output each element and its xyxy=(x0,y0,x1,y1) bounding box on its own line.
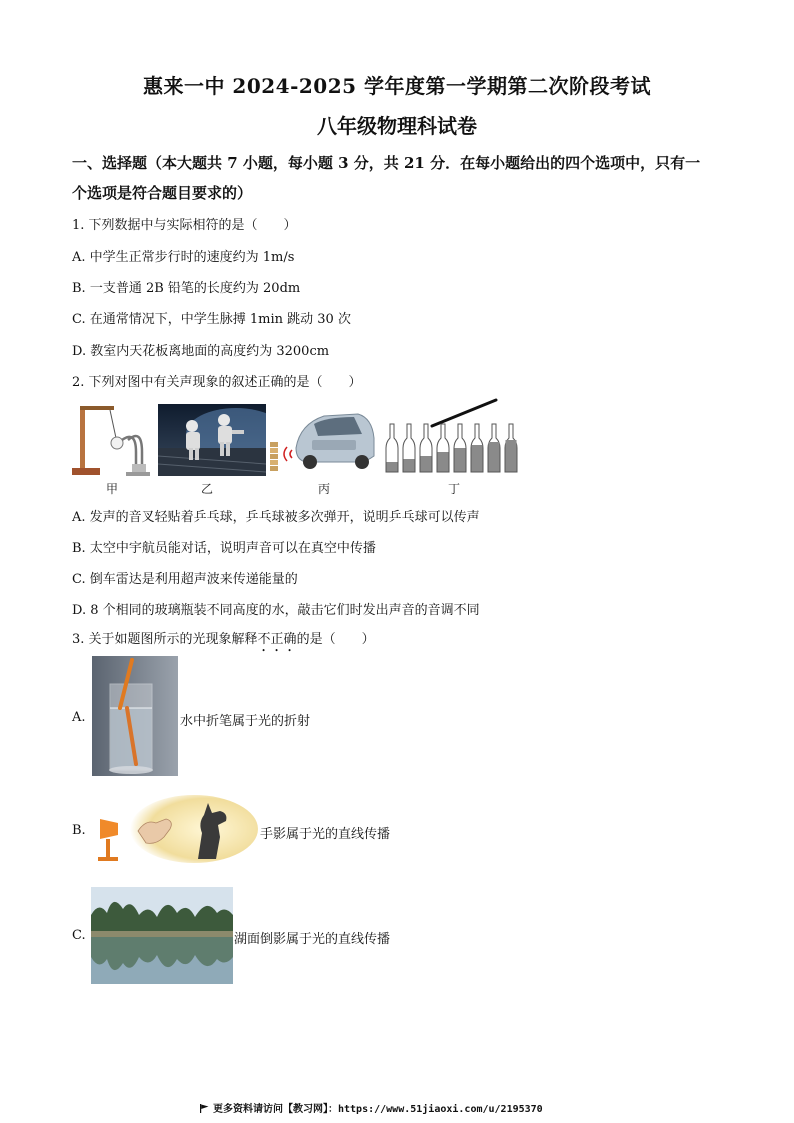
q3-stem xyxy=(72,628,375,655)
q3-stem-pre: 3. 关于如题图所示的光现象解释 xyxy=(72,632,258,647)
figure-caption-bing: 丙 xyxy=(318,482,331,496)
q1-option-a: A. 中学生正常步行时的速度约为 1m/s xyxy=(72,250,295,265)
q2-option-a: A. 发声的音叉轻贴着乒乓球，乒乓球被多次弹开，说明乒乓球可以传声 xyxy=(72,510,480,525)
footer-text: 更多资料请访问【教习网】：https://www.51jiaoxi.com/u/2195370 xyxy=(213,1104,543,1115)
figure-glass-bottles xyxy=(384,396,528,476)
q3-stem-post: 的是（ ） xyxy=(296,632,375,647)
section-heading xyxy=(72,148,732,208)
q2-option-b: B. 太空中宇航员能对话，说明声音可以在真空中传播 xyxy=(72,541,376,556)
figure-tuning-fork xyxy=(70,400,150,478)
q2-option-d: D. 8 个相同的玻璃瓶装不同高度的水，敲击它们时发出声音的音调不同 xyxy=(72,603,480,618)
q3-stem-emphasis: 不正确 xyxy=(257,632,297,647)
q1-option-c: C. 在通常情况下，中学生脉搏 1min 跳动 30 次 xyxy=(72,312,351,327)
exam-title: 惠来一中 2024-2025 学年度第一学期第二次阶段考试 xyxy=(142,74,652,98)
figure-caption-jia: 甲 xyxy=(106,482,119,496)
figure-reversing-radar xyxy=(266,404,378,476)
q2-stem: 2. 下列对图中有关声现象的叙述正确的是（ ） xyxy=(72,375,362,390)
footer-link[interactable] xyxy=(200,1100,543,1115)
q1-stem: 1. 下列数据中与实际相符的是（ ） xyxy=(72,218,297,233)
q3-option-b-text: 手影属于光的直线传播 xyxy=(260,827,391,842)
figure-pencil-in-water xyxy=(92,656,178,776)
q3-option-a-text: 水中折笔属于光的折射 xyxy=(180,714,311,729)
q3-option-b-label: B. xyxy=(72,823,86,838)
q2-option-c: C. 倒车雷达是利用超声波来传递能量的 xyxy=(72,572,298,587)
figure-astronauts xyxy=(158,404,266,476)
q1-option-b: B. 一支普通 2B 铅笔的长度约为 20dm xyxy=(72,281,301,296)
flag-icon xyxy=(200,1104,209,1113)
figure-caption-yi: 乙 xyxy=(201,482,214,496)
q3-option-c-text: 湖面倒影属于光的直线传播 xyxy=(234,932,391,947)
figure-hand-shadow xyxy=(94,793,258,865)
q1-option-d: D. 教室内天花板离地面的高度约为 3200cm xyxy=(72,344,330,359)
section-heading-line-2: 个选项是符合题目要求的） xyxy=(72,184,253,202)
q3-option-a-label: A. xyxy=(72,710,86,725)
figure-lake-reflection xyxy=(91,887,233,984)
q3-option-c-label: C. xyxy=(72,928,86,943)
exam-subtitle: 八年级物理科试卷 xyxy=(317,114,477,138)
figure-caption-ding: 丁 xyxy=(448,482,461,496)
section-heading-line-1: 一、选择题（本大题共 7 小题，每小题 3 分，共 21 分．在每小题给出的四个选项中，只有一 xyxy=(72,154,701,172)
